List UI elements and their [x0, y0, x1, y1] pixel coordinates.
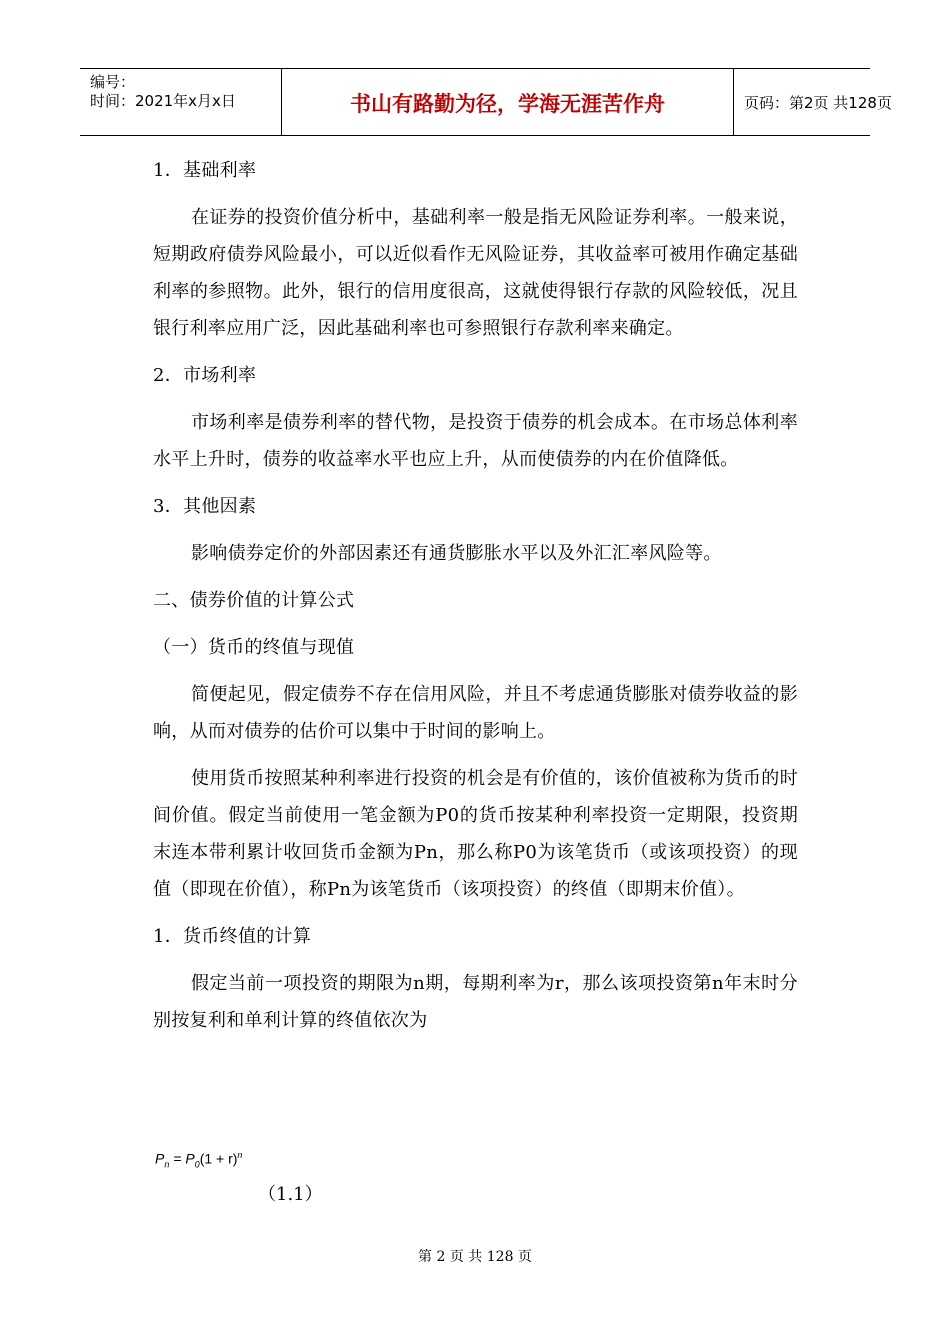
header-right-cell	[734, 69, 892, 135]
page-footer: 第 2 页 共 128 页	[418, 1249, 532, 1265]
formula-rhs-sub: 0	[194, 1159, 200, 1170]
header-middle-cell	[282, 69, 734, 135]
section-heading: 2．市场利率	[153, 365, 257, 386]
body-paragraph: 使用货币按照某种利率进行投资的机会是有价值的，该价值被称为货币的时间价值。假定当前使用一笔金额为P0的货币按某种利率投资一定期限，投资期末连本带利累计收回货币金额为Pn，那么称P0为该笔货币（或该项投资）的现值（即现在价值），称Pn为该笔货币（该项投资）的终值（即期末价值）。	[153, 768, 798, 900]
formula-exponent: n	[237, 1150, 243, 1160]
header-page-code: 页码：第2页 共128页	[744, 94, 892, 112]
formula-rhs-p: P	[185, 1150, 195, 1167]
document-date-label: 时间：2021年x月x日	[90, 92, 236, 110]
section-heading: 1．货币终值的计算	[153, 926, 312, 947]
body-paragraph: 假定当前一项投资的期限为n期，每期利率为r，那么该项投资第n年末时分别按复利和单利计算的终值依次为	[153, 973, 798, 1031]
body-paragraph: 简便起见，假定债券不存在信用风险，并且不考虑通货膨胀对债券收益的影响，从而对债券的估价可以集中于时间的影响上。	[153, 684, 798, 742]
section-heading: （一）货币的终值与现值	[153, 637, 355, 658]
section-heading: 二、债券价值的计算公式	[153, 590, 355, 611]
formula-lhs: P	[155, 1150, 165, 1167]
formula-number: （1.1）	[258, 1184, 323, 1205]
header-left-cell	[80, 69, 282, 135]
formula-paren: (1 + r)	[199, 1150, 238, 1167]
document-body	[153, 152, 798, 1049]
header-motto: 书山有路勤为径，学海无涯苦作舟	[350, 92, 665, 116]
document-number-label: 编号：	[90, 73, 136, 91]
body-paragraph: 影响债券定价的外部因素还有通货膨胀水平以及外汇汇率风险等。	[191, 543, 722, 564]
section-heading: 3．其他因素	[153, 496, 257, 517]
formula-equals: =	[169, 1150, 186, 1167]
section-heading: 1．基础利率	[153, 160, 257, 181]
header-table	[80, 68, 892, 136]
body-paragraph: 市场利率是债券利率的替代物，是投资于债券的机会成本。在市场总体利率水平上升时，债券的收益率水平也应上升，从而使债券的内在价值降低。	[153, 412, 798, 470]
formula-lhs-sub: n	[164, 1159, 170, 1170]
body-paragraph: 在证券的投资价值分析中，基础利率一般是指无风险证券利率。一般来说，短期政府债券风险最小，可以近似看作无风险证券，其收益率可被用作确定基础利率的参照物。此外，银行的信用度很高，这就使得银行存款的风险较低，况且银行利率应用广泛，因此基础利率也可参照银行存款利率来确定。	[153, 207, 798, 339]
formula-1-1	[155, 1150, 242, 1169]
